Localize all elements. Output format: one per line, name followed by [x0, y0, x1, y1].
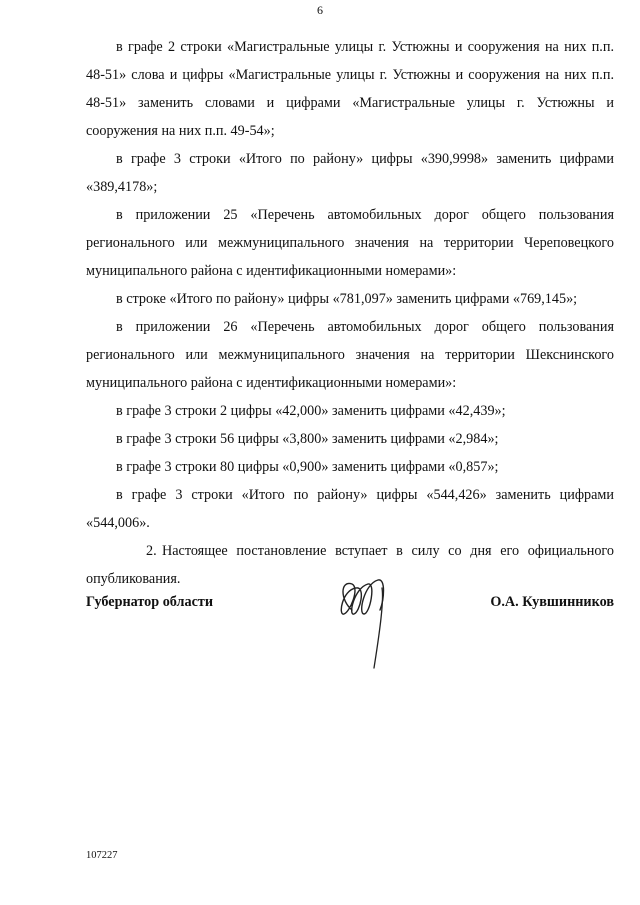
paragraph-sheksna-total: в графе 3 строки «Итого по району» цифры «544,426» заменить цифрами «544,006».: [86, 487, 614, 531]
paragraph-row-56: в графе 3 строки 56 цифры «3,800» заменить цифрами «2,984»;: [116, 431, 499, 447]
clause-2-text: Настоящее постановление вступает в силу со дня его официального опубликования.: [86, 543, 614, 587]
paragraph-row-2: в графе 3 строки 2 цифры «42,000» заменить цифрами «42,439»;: [116, 403, 506, 419]
paragraph-row-80: в графе 3 строки 80 цифры «0,900» заменить цифрами «0,857»;: [116, 459, 499, 475]
signer-name: О.А. Кувшинников: [490, 594, 614, 610]
paragraph-ustyuzhna-streets: в графе 2 строки «Магистральные улицы г. Устюжны и сооружения на них п.п. 48-51» слова и цифры «Магистральные улицы г. Устюжны и сооружения на них п.п. 48-51» заменить словами и цифрами «Магистральные улицы г. Устюжны и сооружения на них п.п. 49-54»;: [86, 39, 614, 139]
paragraph-cherepovets-total: в строке «Итого по району» цифры «781,097» заменить цифрами «769,145»;: [116, 291, 578, 307]
paragraph-appendix-25: в приложении 25 «Перечень автомобильных дорог общего пользования регионального или межмуниципального значения на территории Череповецкого муниципального района с идентификационными номерами»:: [86, 207, 614, 279]
document-code: 107227: [86, 850, 118, 861]
signer-title: Губернатор области: [86, 594, 214, 610]
paragraph-appendix-26: в приложении 26 «Перечень автомобильных дорог общего пользования регионального или межмуниципального значения на территории Шекснинского муниципального района с идентификационными номерами»:: [86, 319, 614, 391]
clause-2-number: 2.: [146, 543, 157, 559]
document-body: [86, 33, 614, 593]
handwritten-signature: [330, 570, 400, 670]
paragraph-ustyuzhna-total: в графе 3 строки «Итого по району» цифры «390,9998» заменить цифрами «389,4178»;: [86, 151, 614, 195]
page-number: 6: [317, 3, 323, 17]
